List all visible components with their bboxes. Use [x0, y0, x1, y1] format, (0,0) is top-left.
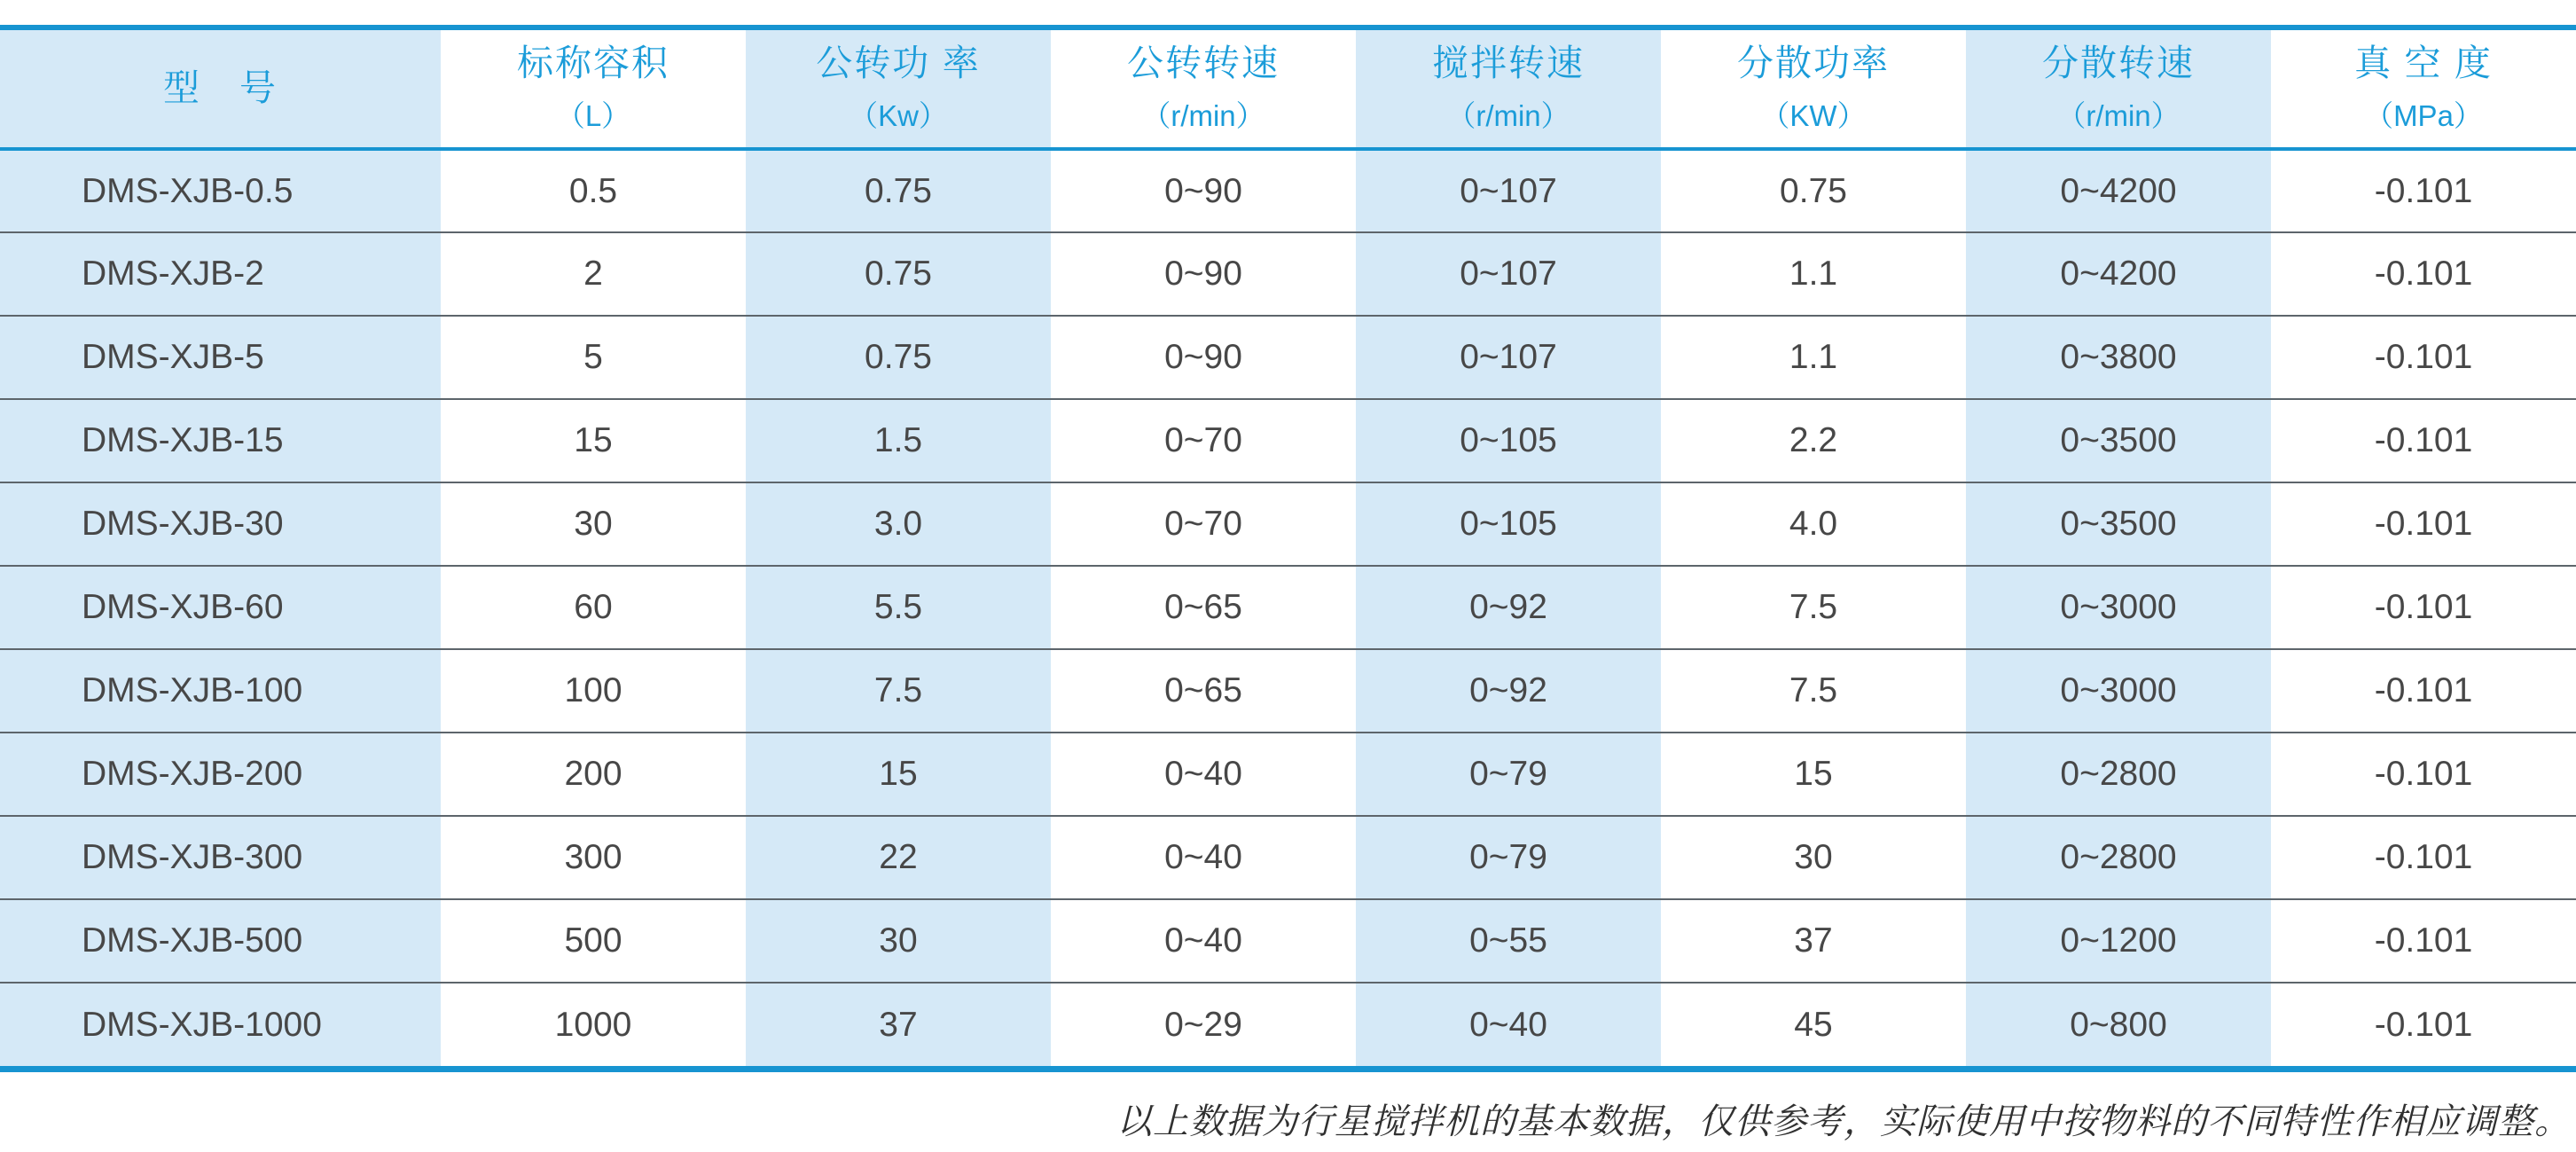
value-cell: 60 [441, 566, 746, 649]
table-row [0, 232, 2576, 316]
value-cell: 0~90 [1051, 316, 1356, 399]
value-cell: 0~3500 [1966, 482, 2271, 566]
value-cell: -0.101 [2271, 816, 2576, 899]
table-row [0, 566, 2576, 649]
spec-table [0, 25, 2576, 1072]
value-cell: 45 [1661, 983, 1966, 1066]
value-cell: 0~105 [1356, 399, 1661, 482]
value-cell: -0.101 [2271, 899, 2576, 983]
header-cell-5 [1661, 30, 1966, 149]
header-cell-6 [1966, 30, 2271, 149]
value-cell: 0~107 [1356, 149, 1661, 232]
value-cell: 30 [441, 482, 746, 566]
value-cell: 30 [1661, 816, 1966, 899]
header-title: 分散转速 [2042, 42, 2195, 83]
value-cell: 0~40 [1051, 733, 1356, 816]
model-cell: DMS-XJB-200 [0, 733, 441, 816]
value-cell: 0.75 [746, 316, 1051, 399]
value-cell: 0~3500 [1966, 399, 2271, 482]
header-cell-7 [2271, 30, 2576, 149]
value-cell: 0.75 [746, 232, 1051, 316]
table-row [0, 649, 2576, 733]
value-cell: 22 [746, 816, 1051, 899]
value-cell: 15 [1661, 733, 1966, 816]
value-cell: 0~79 [1356, 816, 1661, 899]
value-cell: 1.1 [1661, 316, 1966, 399]
model-cell: DMS-XJB-15 [0, 399, 441, 482]
table-row [0, 399, 2576, 482]
table-row [0, 482, 2576, 566]
table-header [0, 30, 2576, 149]
value-cell: 5 [441, 316, 746, 399]
table-row [0, 899, 2576, 983]
value-cell: 0~65 [1051, 649, 1356, 733]
header-unit: （Kw） [849, 99, 948, 133]
model-cell: DMS-XJB-5 [0, 316, 441, 399]
table-row [0, 149, 2576, 232]
value-cell: 0~800 [1966, 983, 2271, 1066]
value-cell: -0.101 [2271, 733, 2576, 816]
value-cell: 37 [1661, 899, 1966, 983]
value-cell: 1000 [441, 983, 746, 1066]
header-unit: （r/min） [2056, 99, 2181, 133]
header-title: 公转转速 [1127, 42, 1280, 83]
header-title: 公转功 率 [816, 42, 981, 83]
value-cell: 0~107 [1356, 316, 1661, 399]
model-cell: DMS-XJB-1000 [0, 983, 441, 1066]
header-row [0, 30, 2576, 149]
value-cell: 7.5 [746, 649, 1051, 733]
value-cell: 100 [441, 649, 746, 733]
value-cell: 0~92 [1356, 566, 1661, 649]
header-unit: （MPa） [2364, 99, 2483, 133]
value-cell: 0~65 [1051, 566, 1356, 649]
value-cell: 0.75 [746, 149, 1051, 232]
header-unit: （r/min） [1141, 99, 1265, 133]
value-cell: 15 [746, 733, 1051, 816]
header-cell-4 [1356, 30, 1661, 149]
value-cell: 2.2 [1661, 399, 1966, 482]
value-cell: 0~92 [1356, 649, 1661, 733]
value-cell: 0~70 [1051, 399, 1356, 482]
value-cell: -0.101 [2271, 232, 2576, 316]
header-unit: （KW） [1760, 99, 1867, 133]
footer-note: 以上数据为行星搅拌机的基本数据，仅供参考，实际使用中按物料的不同特性作相应调整。 [1116, 1101, 2571, 1142]
value-cell: -0.101 [2271, 399, 2576, 482]
value-cell: 4.0 [1661, 482, 1966, 566]
value-cell: 5.5 [746, 566, 1051, 649]
header-cell-0 [0, 30, 441, 149]
value-cell: 0~4200 [1966, 149, 2271, 232]
value-cell: 0~3000 [1966, 566, 2271, 649]
value-cell: 0~2800 [1966, 816, 2271, 899]
value-cell: 200 [441, 733, 746, 816]
header-title: 型 号 [163, 67, 278, 109]
value-cell: 300 [441, 816, 746, 899]
header-title: 标称容积 [517, 42, 669, 83]
header-title: 搅拌转速 [1432, 42, 1585, 83]
value-cell: -0.101 [2271, 983, 2576, 1066]
value-cell: 0~2800 [1966, 733, 2271, 816]
model-cell: DMS-XJB-2 [0, 232, 441, 316]
model-cell: DMS-XJB-100 [0, 649, 441, 733]
value-cell: 0~40 [1051, 816, 1356, 899]
value-cell: 0~107 [1356, 232, 1661, 316]
value-cell: 0~105 [1356, 482, 1661, 566]
value-cell: 15 [441, 399, 746, 482]
model-cell: DMS-XJB-300 [0, 816, 441, 899]
header-title: 真 空 度 [2354, 42, 2493, 83]
value-cell: 0~70 [1051, 482, 1356, 566]
value-cell: 30 [746, 899, 1051, 983]
value-cell: 0~1200 [1966, 899, 2271, 983]
value-cell: 0~55 [1356, 899, 1661, 983]
value-cell: 0~40 [1356, 983, 1661, 1066]
value-cell: 7.5 [1661, 649, 1966, 733]
value-cell: 0~3800 [1966, 316, 2271, 399]
header-cell-1 [441, 30, 746, 149]
value-cell: -0.101 [2271, 149, 2576, 232]
value-cell: 1.5 [746, 399, 1051, 482]
value-cell: 0~4200 [1966, 232, 2271, 316]
value-cell: 0.5 [441, 149, 746, 232]
value-cell: 0.75 [1661, 149, 1966, 232]
table-row [0, 733, 2576, 816]
value-cell: 1.1 [1661, 232, 1966, 316]
table-row [0, 983, 2576, 1066]
model-cell: DMS-XJB-500 [0, 899, 441, 983]
value-cell: 2 [441, 232, 746, 316]
value-cell: 0~79 [1356, 733, 1661, 816]
model-cell: DMS-XJB-60 [0, 566, 441, 649]
value-cell: -0.101 [2271, 566, 2576, 649]
header-unit: （r/min） [1446, 99, 1570, 133]
value-cell: 7.5 [1661, 566, 1966, 649]
value-cell: 0~29 [1051, 983, 1356, 1066]
value-cell: 0~3000 [1966, 649, 2271, 733]
value-cell: 0~90 [1051, 232, 1356, 316]
model-cell: DMS-XJB-30 [0, 482, 441, 566]
header-title: 分散功率 [1737, 42, 1890, 83]
header-cell-3 [1051, 30, 1356, 149]
header-unit: （L） [555, 99, 631, 133]
value-cell: -0.101 [2271, 482, 2576, 566]
header-cell-2 [746, 30, 1051, 149]
model-spec-table [0, 30, 2576, 1066]
table-row [0, 316, 2576, 399]
table-row [0, 816, 2576, 899]
value-cell: 0~90 [1051, 149, 1356, 232]
value-cell: 37 [746, 983, 1051, 1066]
value-cell: -0.101 [2271, 649, 2576, 733]
value-cell: 3.0 [746, 482, 1051, 566]
value-cell: 0~40 [1051, 899, 1356, 983]
value-cell: 500 [441, 899, 746, 983]
value-cell: -0.101 [2271, 316, 2576, 399]
table-body [0, 149, 2576, 1066]
model-cell: DMS-XJB-0.5 [0, 149, 441, 232]
